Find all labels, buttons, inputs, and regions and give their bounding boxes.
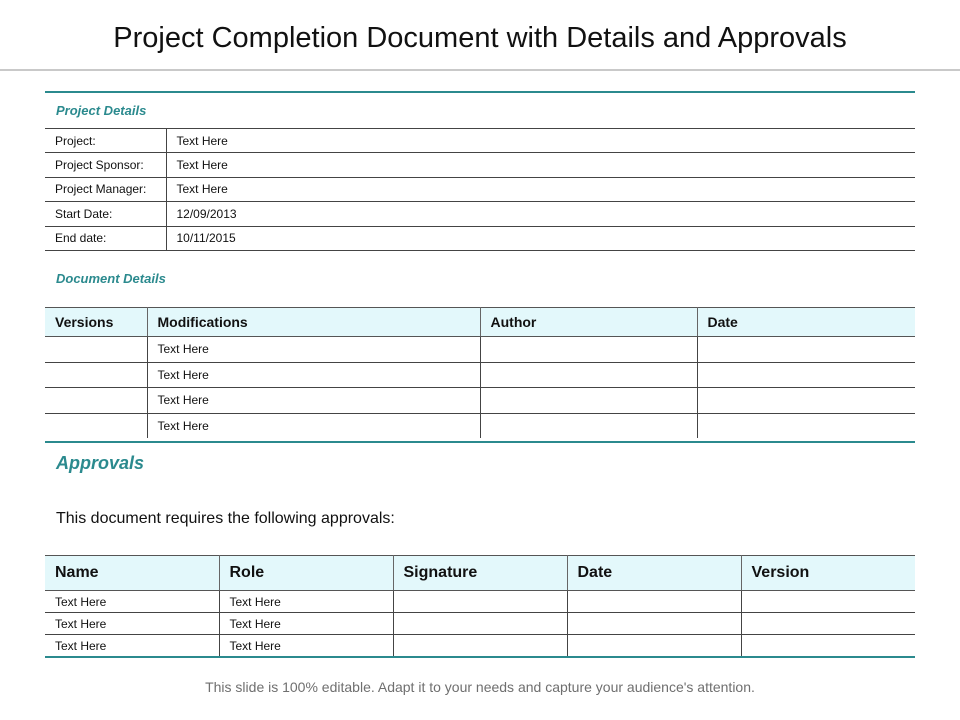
column-header-name: Name (45, 556, 219, 591)
table-row (45, 591, 915, 613)
column-header-date: Date (697, 308, 915, 337)
modifications-cell: Text Here (147, 413, 480, 438)
modifications-cell: Text Here (147, 362, 480, 388)
start-date-value: 12/09/2013 (166, 202, 915, 226)
approvals-intro-text: This document requires the following approvals: (56, 510, 395, 527)
date-cell (567, 613, 741, 635)
versions-cell (45, 337, 147, 363)
table-row (45, 635, 915, 658)
date-cell (567, 591, 741, 613)
approvals-top-rule (45, 441, 915, 443)
version-cell (741, 591, 915, 613)
versions-cell (45, 388, 147, 414)
footer-note: This slide is 100% editable. Adapt it to your needs and capture your audience's attention. (205, 679, 755, 695)
column-header-modifications: Modifications (147, 308, 480, 337)
approvals-heading: Approvals (56, 453, 145, 473)
column-header-signature: Signature (393, 556, 567, 591)
table-row (45, 129, 915, 153)
date-cell (697, 388, 915, 414)
project-manager-label: Project Manager: (45, 177, 166, 201)
name-cell: Text Here (45, 613, 219, 635)
signature-cell (393, 591, 567, 613)
end-date-value: 10/11/2015 (166, 226, 915, 250)
column-header-role: Role (219, 556, 393, 591)
date-cell (697, 337, 915, 363)
author-cell (480, 337, 697, 363)
column-header-versions: Versions (45, 308, 147, 337)
version-cell (741, 613, 915, 635)
table-row (45, 177, 915, 201)
column-header-author: Author (480, 308, 697, 337)
name-cell: Text Here (45, 591, 219, 613)
version-cell (741, 635, 915, 658)
column-header-version: Version (741, 556, 915, 591)
signature-cell (393, 635, 567, 658)
author-cell (480, 388, 697, 414)
author-cell (480, 413, 697, 438)
end-date-label: End date: (45, 226, 166, 250)
project-label: Project: (45, 129, 166, 153)
table-row (45, 153, 915, 177)
signature-cell (393, 613, 567, 635)
start-date-label: Start Date: (45, 202, 166, 226)
project-sponsor-label: Project Sponsor: (45, 153, 166, 177)
versions-cell (45, 362, 147, 388)
name-cell: Text Here (45, 635, 219, 658)
role-cell: Text Here (219, 591, 393, 613)
role-cell: Text Here (219, 613, 393, 635)
versions-cell (45, 413, 147, 438)
project-details-heading: Project Details (56, 103, 147, 118)
project-details-top-rule (45, 91, 915, 93)
table-row (45, 226, 915, 250)
modifications-cell: Text Here (147, 337, 480, 363)
date-cell (697, 413, 915, 438)
project-details-table (45, 128, 915, 251)
modifications-cell: Text Here (147, 388, 480, 414)
table-header-row (45, 308, 915, 337)
project-value: Text Here (166, 129, 915, 153)
document-details-table (45, 307, 915, 438)
table-row (45, 613, 915, 635)
approvals-table (45, 555, 915, 658)
table-row (45, 388, 915, 414)
project-sponsor-value: Text Here (166, 153, 915, 177)
date-cell (567, 635, 741, 658)
document-details-heading: Document Details (56, 271, 166, 286)
role-cell: Text Here (219, 635, 393, 658)
table-row (45, 337, 915, 363)
date-cell (697, 362, 915, 388)
project-manager-value: Text Here (166, 177, 915, 201)
table-row (45, 362, 915, 388)
table-header-row (45, 556, 915, 591)
title-divider (0, 69, 960, 71)
author-cell (480, 362, 697, 388)
table-row (45, 413, 915, 438)
table-row (45, 202, 915, 226)
page-title: Project Completion Document with Details and Approvals (113, 22, 847, 54)
column-header-date: Date (567, 556, 741, 591)
